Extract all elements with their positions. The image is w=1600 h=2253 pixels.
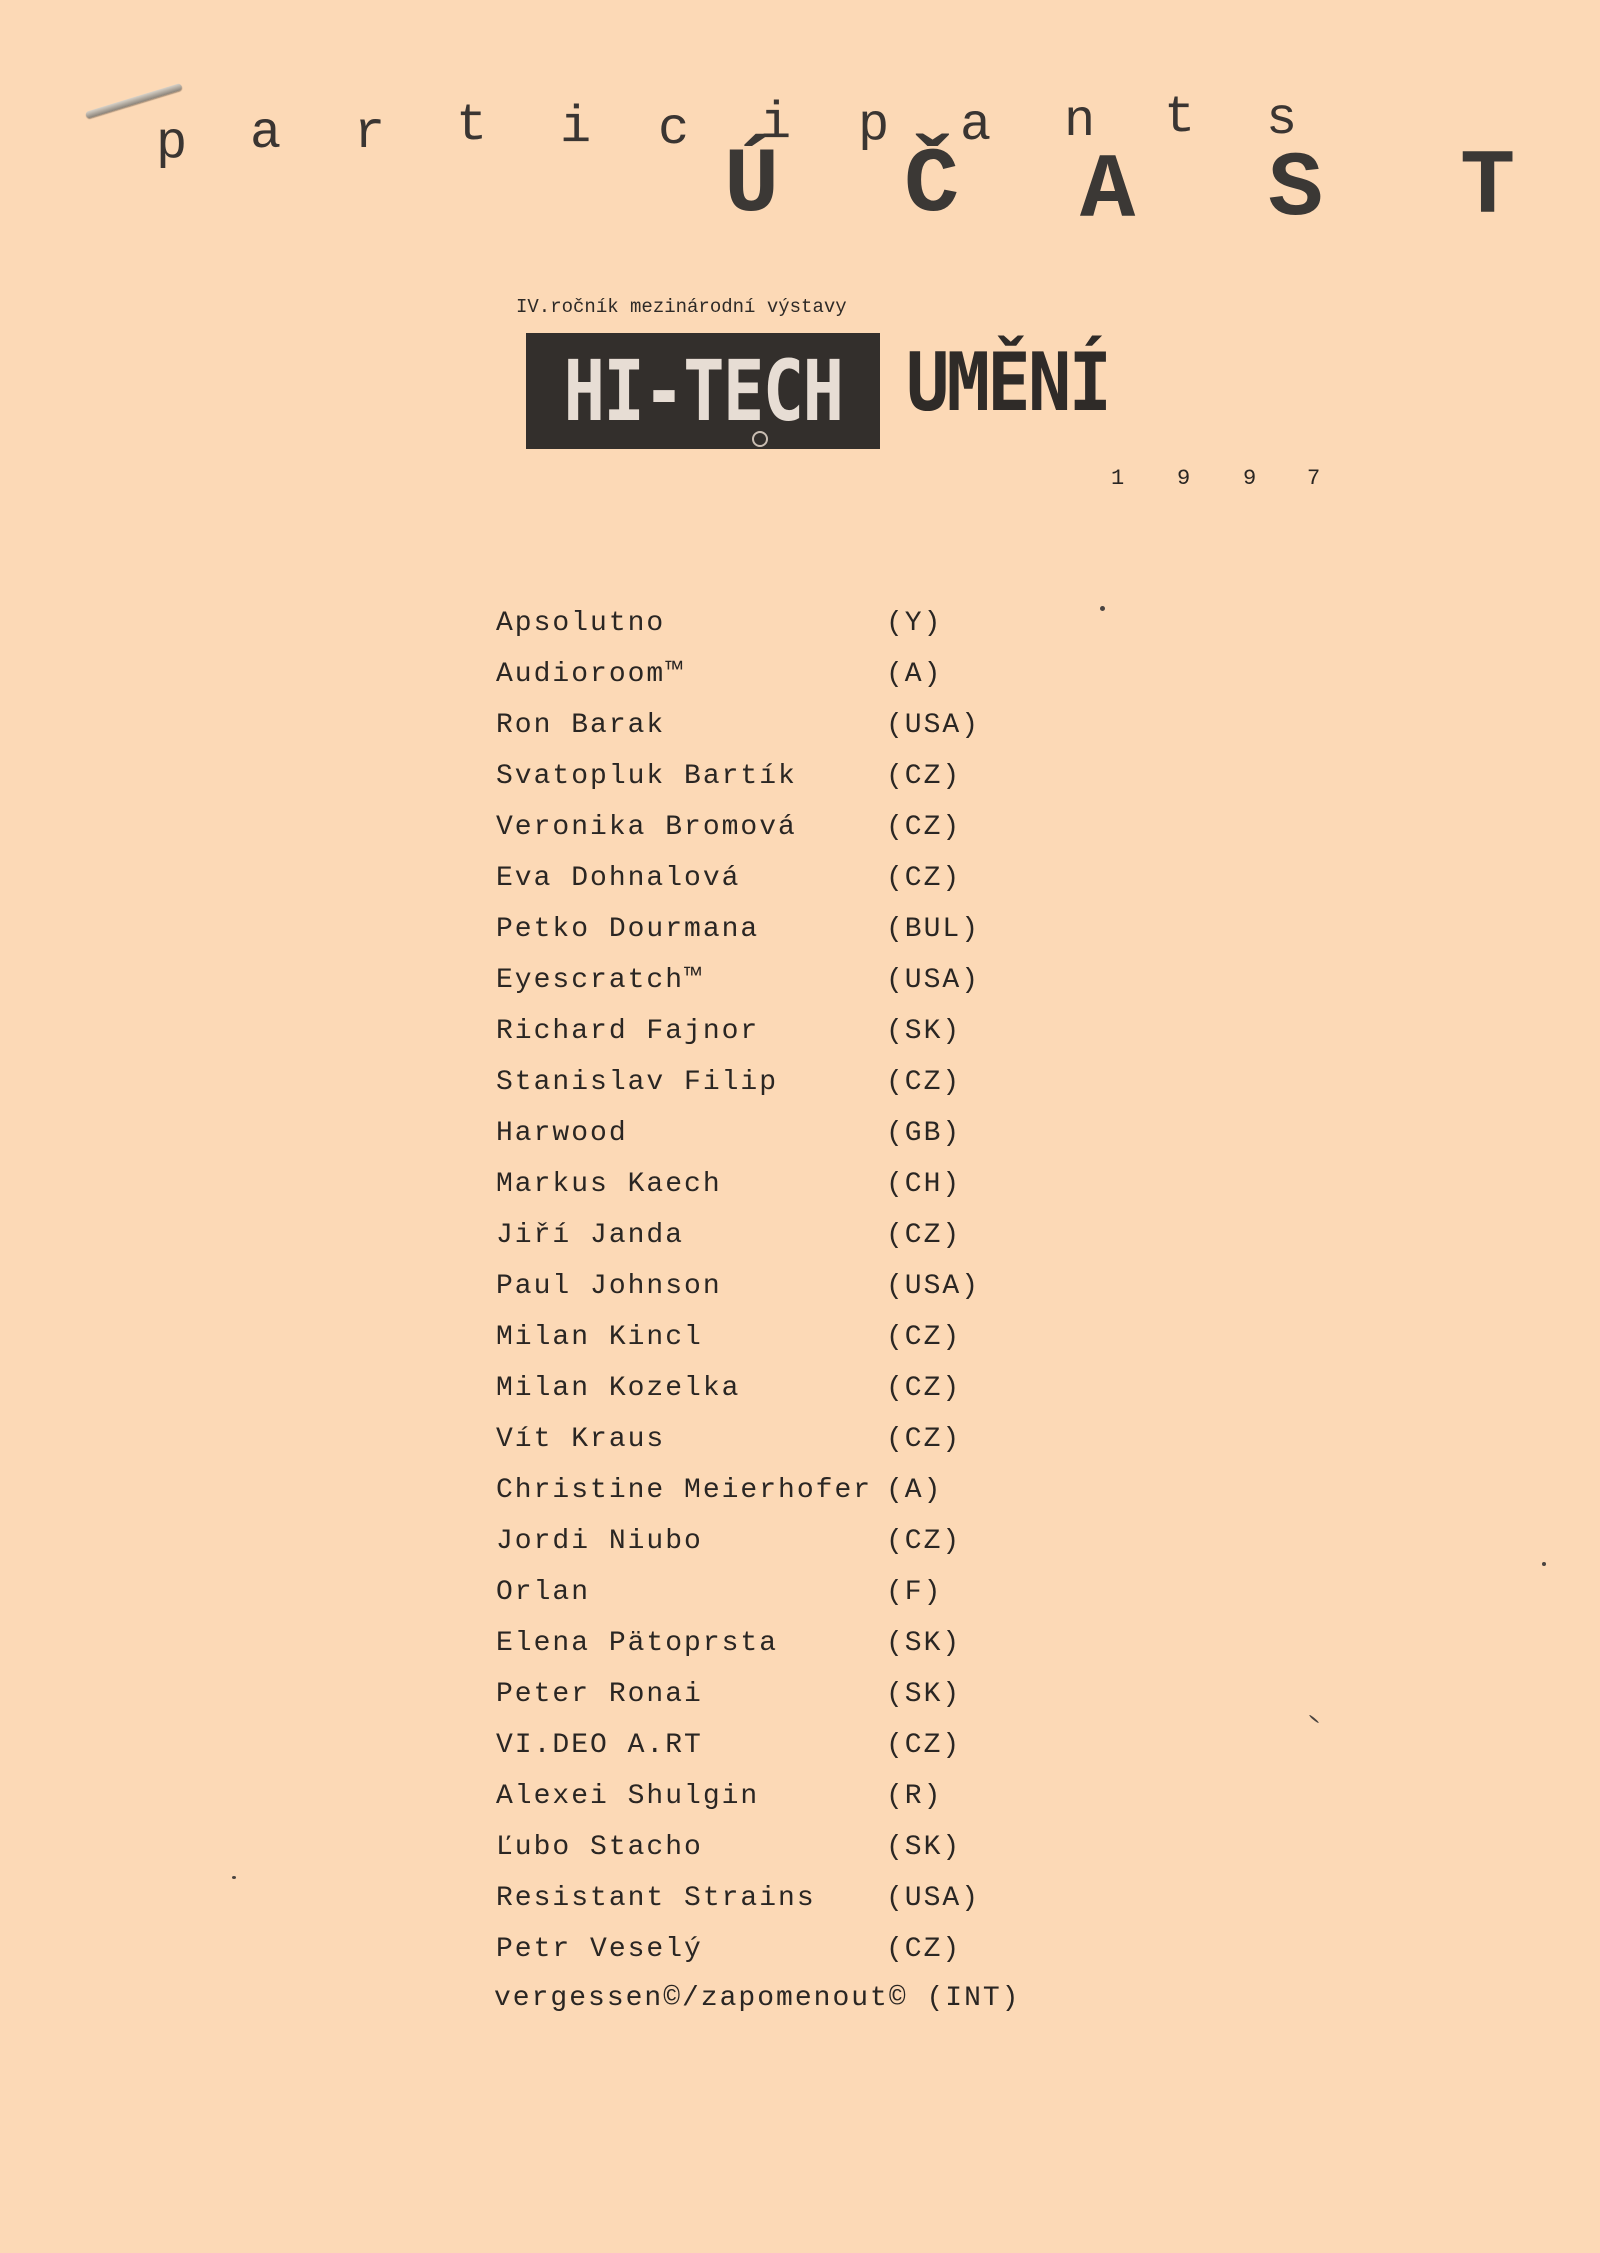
title-letter: S	[1268, 137, 1324, 242]
participant-country: (A)	[886, 1475, 943, 1506]
participant-name: Ľubo Stacho	[496, 1832, 703, 1863]
paper-speck	[1100, 606, 1105, 611]
umeni-logo-text: UMĚNÍ	[906, 335, 1110, 429]
final-participant-line: vergessen©/zapomenout© (INT)	[494, 1983, 1021, 2014]
participant-name: Paul Johnson	[496, 1271, 722, 1302]
participant-name: Ron Barak	[496, 710, 666, 741]
participant-name: Markus Kaech	[496, 1169, 722, 1200]
participant-country: (F)	[886, 1577, 943, 1608]
participant-country: (SK)	[886, 1679, 962, 1710]
participant-country: (BUL)	[886, 914, 981, 945]
participant-row	[496, 1669, 1096, 1720]
year-digit: 1	[1111, 466, 1125, 491]
participant-row	[496, 751, 1096, 802]
participant-country: (CZ)	[886, 812, 962, 843]
participant-name: Christine Meierhofer	[496, 1475, 873, 1506]
participant-row	[496, 1873, 1096, 1924]
participant-row	[496, 1771, 1096, 1822]
participant-row	[496, 1924, 1096, 1975]
participant-row	[496, 1006, 1096, 1057]
participant-name: Milan Kincl	[496, 1322, 703, 1353]
participant-name: Jordi Niubo	[496, 1526, 703, 1557]
participant-name: Harwood	[496, 1118, 628, 1149]
participant-country: (CH)	[886, 1169, 962, 1200]
participant-country: (CZ)	[886, 1220, 962, 1251]
heading-letter: i	[560, 98, 592, 157]
participant-country: (USA)	[886, 1271, 981, 1302]
participant-name: Vít Kraus	[496, 1424, 666, 1455]
participant-country: (CZ)	[886, 1322, 962, 1353]
participant-country: (CZ)	[886, 1373, 962, 1404]
participant-row	[496, 1567, 1096, 1618]
participant-row	[496, 1720, 1096, 1771]
heading-letter: c	[658, 100, 690, 159]
participant-name: Audioroom™	[496, 659, 685, 690]
participant-row	[496, 1465, 1096, 1516]
participant-country: (USA)	[886, 1883, 981, 1914]
participant-row	[496, 1516, 1096, 1567]
year-digit: 9	[1177, 466, 1191, 491]
paper-speck	[1309, 1714, 1319, 1723]
heading-letter: a	[250, 104, 282, 163]
participant-row	[496, 955, 1096, 1006]
participant-country: (CZ)	[886, 761, 962, 792]
participant-country: (SK)	[886, 1016, 962, 1047]
participant-name: Elena Pätoprsta	[496, 1628, 779, 1659]
participant-country: (CZ)	[886, 863, 962, 894]
participant-country: (CZ)	[886, 1934, 962, 1965]
participant-name: Stanislav Filip	[496, 1067, 779, 1098]
title-letter: T	[1460, 135, 1516, 240]
exhibition-subtitle: IV.ročník mezinárodní výstavy	[516, 296, 847, 318]
copyright-circle-icon	[752, 431, 768, 447]
participant-name: Eva Dohnalová	[496, 863, 741, 894]
participant-name: Petko Dourmana	[496, 914, 760, 945]
participant-name: Peter Ronai	[496, 1679, 703, 1710]
participants-heading	[0, 0, 1600, 244]
title-letter: A	[1080, 139, 1136, 244]
participant-row	[496, 1159, 1096, 1210]
paper-speck	[1542, 1562, 1546, 1566]
participant-row	[496, 1822, 1096, 1873]
participant-name: Petr Veselý	[496, 1934, 703, 1965]
participant-name: Svatopluk Bartík	[496, 761, 797, 792]
participant-country: (SK)	[886, 1628, 962, 1659]
participant-country: (SK)	[886, 1832, 962, 1863]
participant-country: (A)	[886, 659, 943, 690]
participant-name: Apsolutno	[496, 608, 666, 639]
participant-name: Alexei Shulgin	[496, 1781, 760, 1812]
participant-row	[496, 1312, 1096, 1363]
participant-country: (CZ)	[886, 1424, 962, 1455]
participant-name: Resistant Strains	[496, 1883, 816, 1914]
participant-name: Richard Fajnor	[496, 1016, 760, 1047]
title-letter: Č	[904, 133, 960, 238]
participant-row	[496, 1108, 1096, 1159]
participant-row	[496, 1057, 1096, 1108]
heading-letter: i	[760, 94, 792, 153]
participant-country: (USA)	[886, 710, 981, 741]
participant-country: (CZ)	[886, 1067, 962, 1098]
heading-letter: n	[1064, 92, 1096, 151]
participant-row	[496, 649, 1096, 700]
heading-letter: a	[960, 96, 992, 155]
heading-letter: t	[1164, 88, 1196, 147]
heading-letter: s	[1266, 90, 1298, 149]
participant-country: (GB)	[886, 1118, 962, 1149]
participant-row	[496, 1363, 1096, 1414]
participant-name: VI.DEO A.RT	[496, 1730, 703, 1761]
participant-row	[496, 1414, 1096, 1465]
heading-letter: t	[456, 96, 488, 155]
participant-country: (USA)	[886, 965, 981, 996]
participant-country: (CZ)	[886, 1730, 962, 1761]
title-letter: Ú	[724, 133, 780, 238]
heading-letter: r	[354, 104, 386, 163]
hi-tech-logo-text: HI-TECH	[563, 342, 843, 440]
participant-row	[496, 1261, 1096, 1312]
year-digit: 7	[1307, 466, 1321, 491]
participant-name: Eyescratch™	[496, 965, 703, 996]
participant-row	[496, 1210, 1096, 1261]
paper-speck	[232, 1876, 236, 1879]
heading-letter: p	[858, 96, 890, 155]
hi-tech-logo	[526, 333, 880, 449]
participant-name: Jiří Janda	[496, 1220, 685, 1251]
participant-row	[496, 853, 1096, 904]
participant-row	[496, 1618, 1096, 1669]
year-digit: 9	[1243, 466, 1257, 491]
participant-country: (R)	[886, 1781, 943, 1812]
participant-row	[496, 598, 1096, 649]
participant-row	[496, 904, 1096, 955]
heading-letter: p	[156, 114, 188, 173]
participant-name: Milan Kozelka	[496, 1373, 741, 1404]
participant-country: (Y)	[886, 608, 943, 639]
participants-list	[496, 598, 1096, 1975]
participant-name: Veronika Bromová	[496, 812, 797, 843]
participant-country: (CZ)	[886, 1526, 962, 1557]
participant-row	[496, 802, 1096, 853]
participant-name: Orlan	[496, 1577, 591, 1608]
participant-row	[496, 700, 1096, 751]
